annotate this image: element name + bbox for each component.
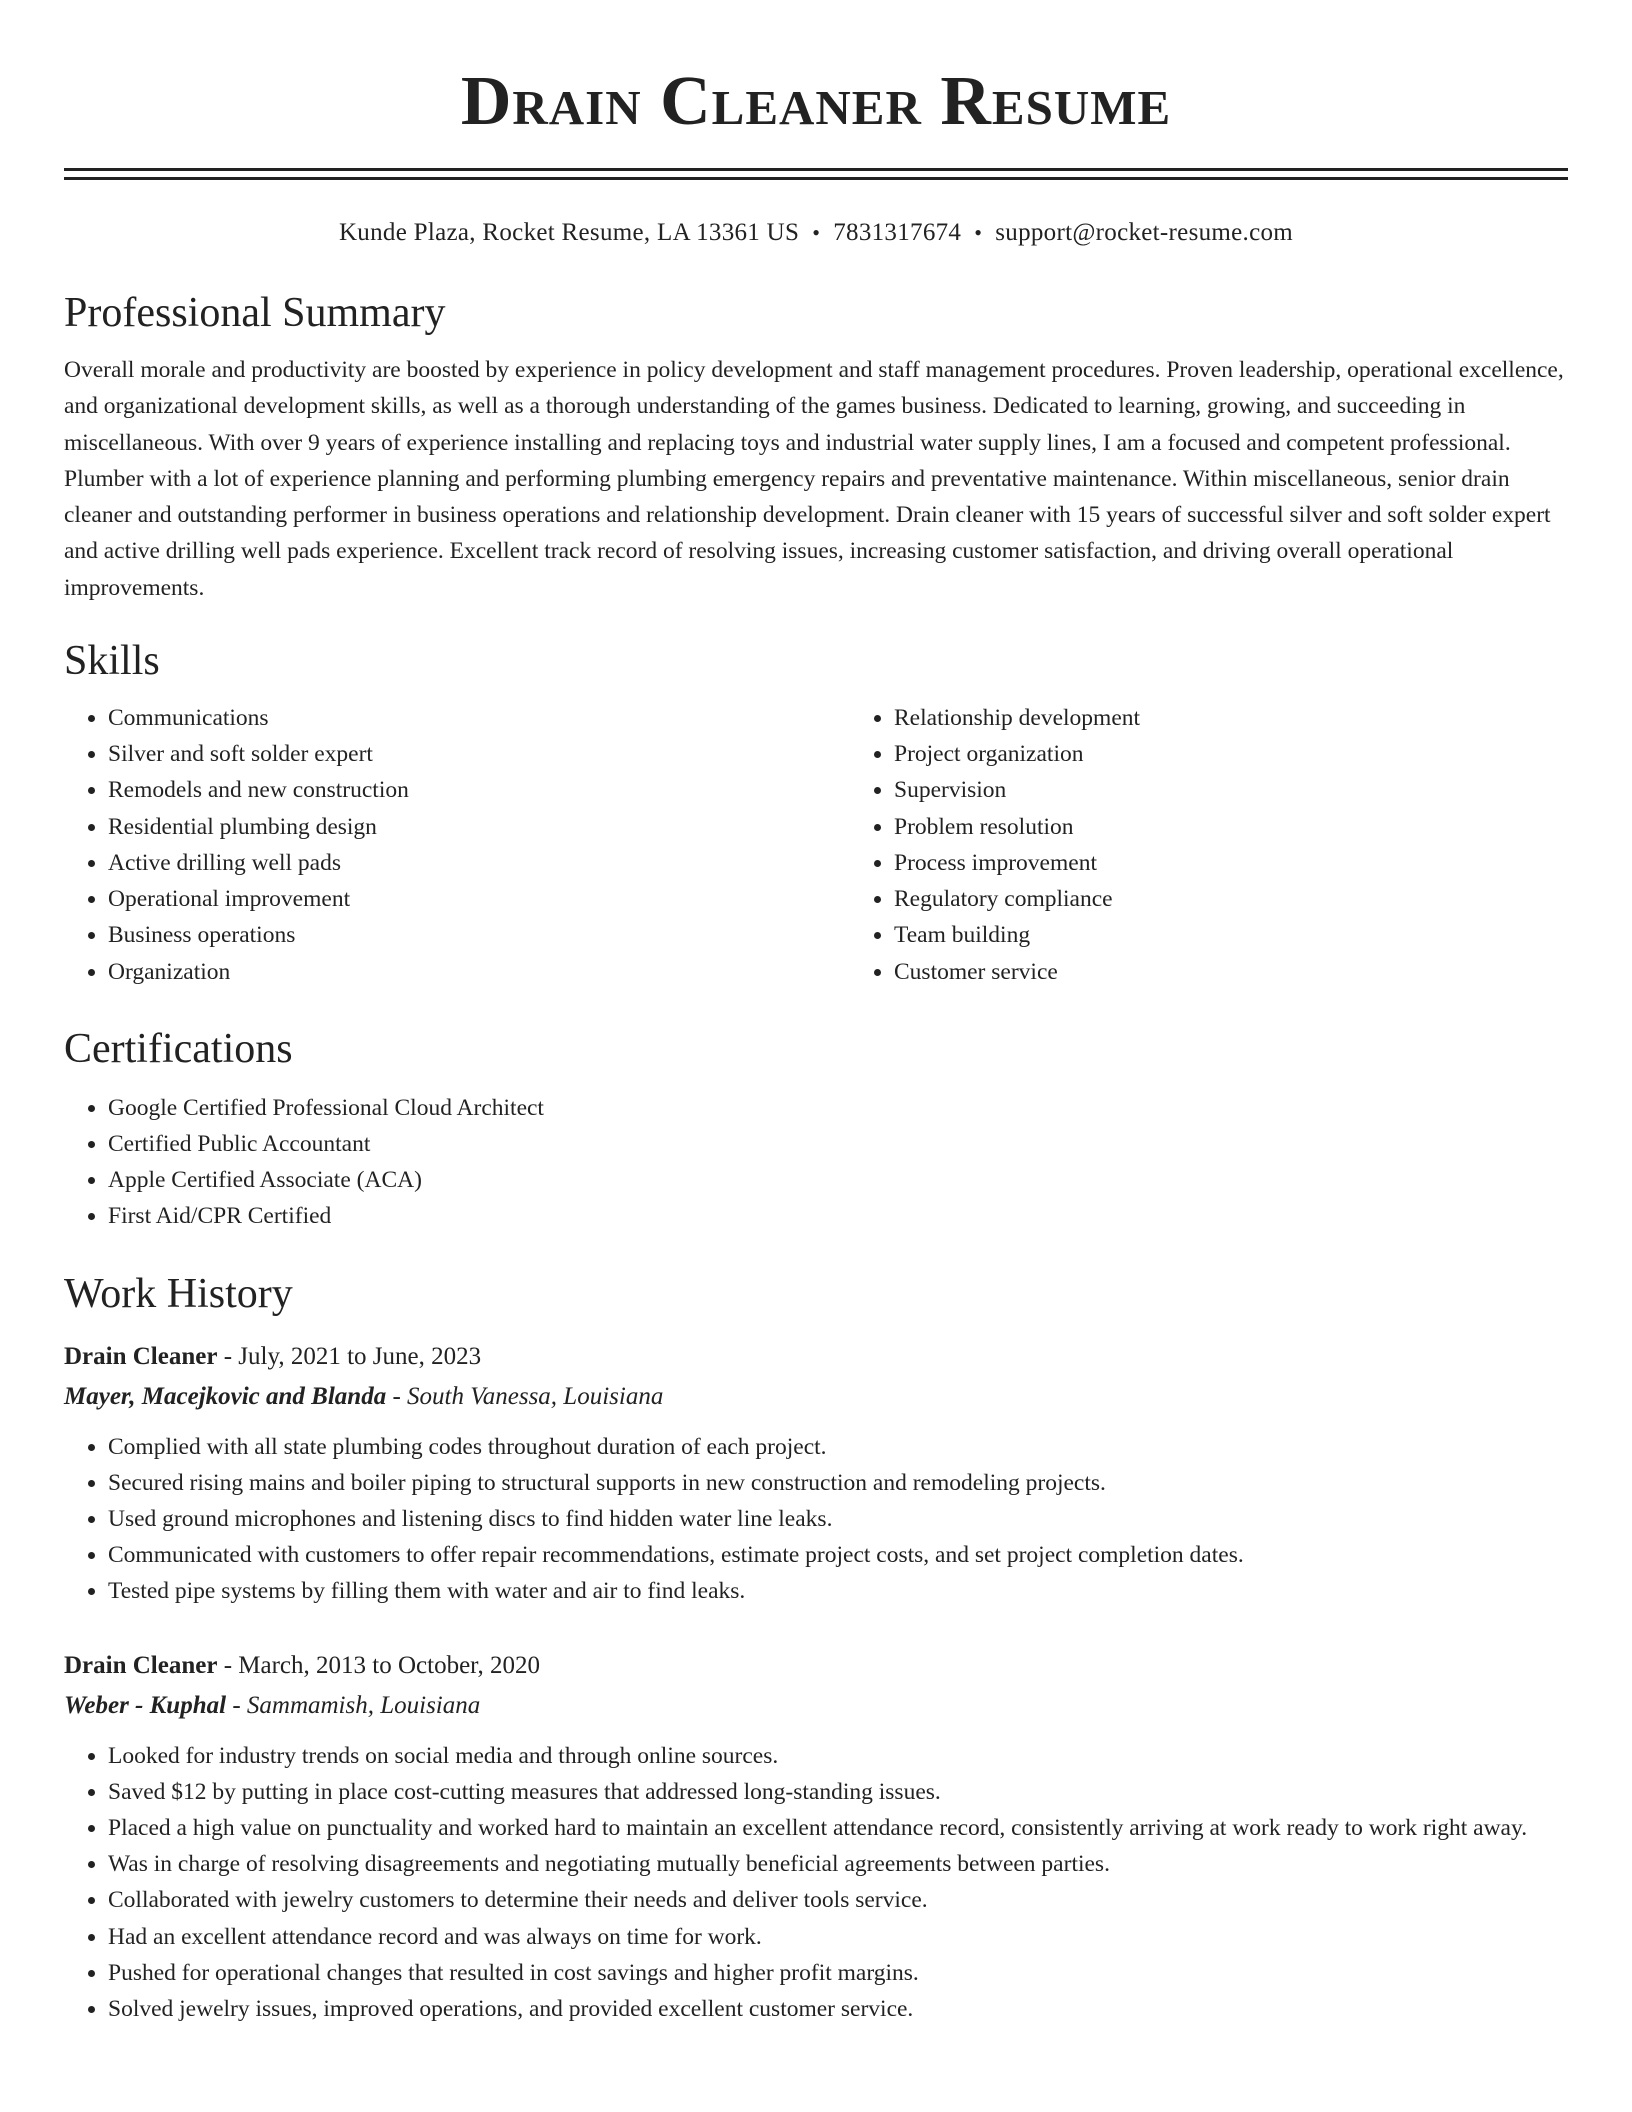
resume-title: Drain Cleaner Resume: [460, 63, 1172, 140]
job-bullet: • Saved $12 by putting in place cost-cutting measures that addressed long-standing issues.: [108, 1774, 1568, 1810]
summary-heading: Professional Summary: [64, 290, 446, 336]
job-dates: - March, 2013 to October, 2020: [217, 1651, 540, 1679]
skill-item: • Business operations: [108, 917, 850, 953]
skill-item: • Team building: [894, 917, 1140, 953]
skill-item: • Customer service: [894, 954, 1140, 990]
skill-item: • Regulatory compliance: [894, 881, 1140, 917]
job-entry: [64, 1646, 1568, 2028]
job-bullet: • Pushed for operational changes that resulted in cost savings and higher profit margins.: [108, 1955, 1568, 1991]
job-bullets: [64, 1738, 1568, 2028]
job-bullet: • Communicated with customers to offer repair recommendations, estimate project costs, and set project completion dates.: [108, 1537, 1568, 1573]
job-bullet: • Tested pipe systems by filling them with water and air to find leaks.: [108, 1573, 1568, 1609]
skills-heading: Skills: [64, 638, 160, 685]
skills-grid: [64, 700, 1568, 990]
job-dates: - July, 2021 to June, 2023: [217, 1342, 482, 1370]
certification-item: • First Aid/CPR Certified: [108, 1198, 1568, 1234]
contact-email: support@rocket-resume.com: [995, 219, 1294, 246]
skills-list-left: [64, 700, 850, 990]
skill-item: • Communications: [108, 700, 850, 736]
header-divider-top: [64, 168, 1568, 171]
job-location: - South Vanessa, Louisiana: [386, 1382, 664, 1410]
certification-item: • Google Certified Professional Cloud Architect: [108, 1090, 1568, 1126]
job-company-line: [64, 1377, 1568, 1417]
job-title-line: [64, 1646, 1568, 1686]
job-entry: [64, 1337, 1568, 1610]
skill-item: • Process improvement: [894, 845, 1140, 881]
job-company: Mayer, Macejkovic and Blanda: [64, 1382, 387, 1410]
certifications-list: [64, 1090, 1568, 1235]
job-company-line: [64, 1686, 1568, 1726]
job-title: Drain Cleaner: [64, 1342, 218, 1370]
job-bullet: • Looked for industry trends on social media and through online sources.: [108, 1738, 1568, 1774]
skill-item: • Residential plumbing design: [108, 809, 850, 845]
job-title: Drain Cleaner: [64, 1651, 218, 1679]
contact-line: [64, 216, 1568, 250]
header-divider-bottom: [64, 177, 1568, 180]
skill-item: • Remodels and new construction: [108, 772, 850, 808]
skill-item: • Silver and soft solder expert: [108, 736, 850, 772]
contact-separator: •: [812, 220, 821, 245]
skill-item: • Operational improvement: [108, 881, 850, 917]
job-title-line: [64, 1337, 1568, 1377]
contact-separator: •: [974, 220, 983, 245]
job-bullet: • Secured rising mains and boiler piping to structural supports in new construction and remodeling projects.: [108, 1465, 1568, 1501]
contact-phone: 7831317674: [833, 219, 962, 246]
certification-item: • Certified Public Accountant: [108, 1126, 1568, 1162]
work-history-heading: Work History: [64, 1270, 293, 1317]
skill-item: • Project organization: [894, 736, 1140, 772]
skill-item: • Organization: [108, 954, 850, 990]
certifications-heading: Certifications: [64, 1025, 293, 1072]
job-bullet: • Solved jewelry issues, improved operations, and provided excellent customer service.: [108, 1991, 1568, 2027]
summary-text: Overall morale and productivity are boosted by experience in policy development and staff management procedures. Proven leadership, operational excellence, and organizational development skills, as well as a thorough understanding of the games business. Dedicated to learning, growing, and succeeding in miscellaneous. With over 9 years of experience installing and replacing toys and industrial water supply lines, I am a focused and competent professional. Plumber with a lot of experience planning and performing plumbing emergency repairs and preventative maintenance. Within miscellaneous, senior drain cleaner and outstanding performer in business operations and relationship development. Drain cleaner with 15 years of successful silver and soft solder expert and active drilling well pads experience. Excellent track record of resolving issues, increasing customer satisfaction, and driving overall operational improvements.: [64, 357, 1564, 601]
skills-list-right: [850, 700, 1140, 990]
job-location: - Sammamish, Louisiana: [226, 1691, 481, 1719]
certification-item: • Apple Certified Associate (ACA): [108, 1162, 1568, 1198]
job-bullet: • Placed a high value on punctuality and worked hard to maintain an excellent attendance record, consistently arriving at work ready to work right away.: [108, 1810, 1568, 1846]
skill-item: • Problem resolution: [894, 809, 1140, 845]
job-bullet: • Complied with all state plumbing codes throughout duration of each project.: [108, 1429, 1568, 1465]
job-bullet: • Collaborated with jewelry customers to determine their needs and deliver tools service.: [108, 1882, 1568, 1918]
contact-address: Kunde Plaza, Rocket Resume, LA 13361 US: [338, 219, 800, 246]
job-bullets: [64, 1429, 1568, 1610]
job-bullet: • Was in charge of resolving disagreements and negotiating mutually beneficial agreements between parties.: [108, 1846, 1568, 1882]
skill-item: • Active drilling well pads: [108, 845, 850, 881]
skill-item: • Relationship development: [894, 700, 1140, 736]
skill-item: • Supervision: [894, 772, 1140, 808]
job-company: Weber - Kuphal: [64, 1691, 227, 1719]
job-bullet: • Used ground microphones and listening discs to find hidden water line leaks.: [108, 1501, 1568, 1537]
job-bullet: • Had an excellent attendance record and was always on time for work.: [108, 1919, 1568, 1955]
